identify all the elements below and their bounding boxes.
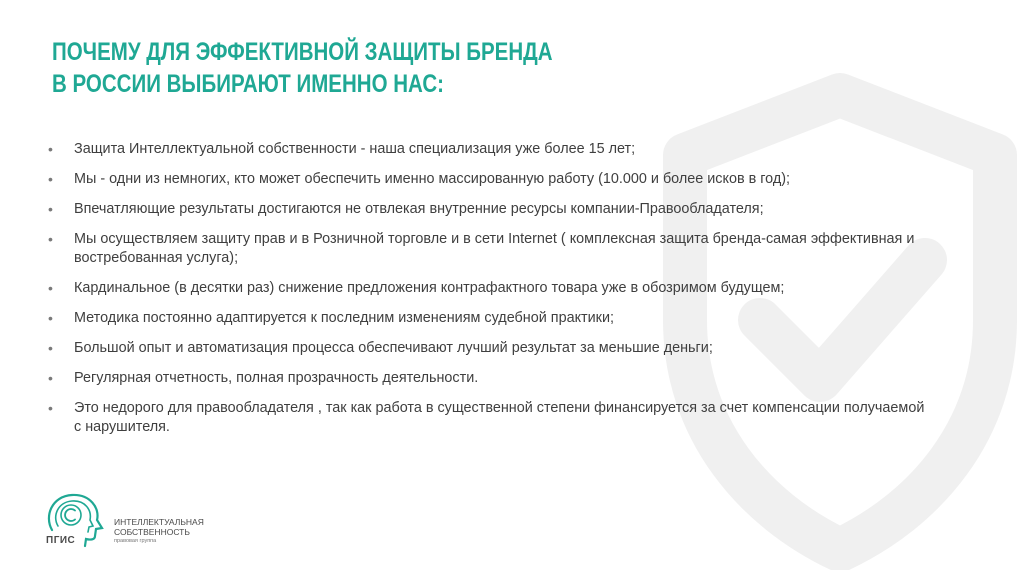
- list-item-text: Большой опыт и автоматизация процесса обеспечивают лучший результат за меньшие деньги;: [74, 340, 713, 357]
- list-item: [48, 200, 928, 219]
- list-item-text: Впечатляющие результаты достигаются не отвлекая внутренние ресурсы компании-Правообладателя;: [74, 201, 764, 218]
- list-item: [48, 279, 928, 298]
- list-item: [48, 170, 928, 189]
- bullet-marker: •: [48, 231, 53, 248]
- bullet-marker: •: [48, 279, 53, 296]
- list-item: [48, 339, 928, 358]
- list-item-text: Мы - одни из немногих, кто может обеспечить именно массированную работу (10.000 и более исков в год);: [74, 171, 791, 188]
- logo-line-2: СОБСТВЕННОСТЬ: [114, 527, 190, 537]
- list-item-text: Мы осуществляем защиту прав и в Розничной торговле и в сети Internet ( комплексная защита бренда-самая эффективная и востребованная услуга);: [74, 231, 915, 266]
- list-item: [48, 140, 928, 159]
- logo-text: [114, 517, 204, 545]
- bullet-marker: •: [48, 201, 53, 218]
- list-item: [48, 369, 928, 388]
- bullet-marker: •: [48, 171, 53, 188]
- bullet-marker: •: [48, 340, 53, 357]
- list-item: [48, 399, 928, 436]
- bullet-marker: •: [48, 309, 53, 326]
- logo-line-1: ИНТЕЛЛЕКТУАЛЬНАЯ: [114, 517, 204, 527]
- title-line-1: ПОЧЕМУ ДЛЯ ЭФФЕКТИВНОЙ ЗАЩИТЫ БРЕНДА: [52, 38, 553, 66]
- logo-line-3: правовая группа: [114, 538, 157, 544]
- title-line-2: В РОССИИ ВЫБИРАЮТ ИМЕННО НАС:: [52, 70, 444, 98]
- list-item-text: Регулярная отчетность, полная прозрачность деятельности.: [74, 370, 479, 387]
- bullet-marker: •: [48, 370, 53, 387]
- list-item-text: Это недорого для правообладателя , так как работа в существенной степени финансируется за счет компенсации получаемой с нарушителя.: [74, 400, 925, 435]
- list-item: [48, 309, 928, 328]
- bullet-marker: •: [48, 400, 53, 417]
- bullet-marker: •: [48, 141, 53, 157]
- page-title: [52, 36, 553, 100]
- list-item-text: Методика постоянно адаптируется к последним изменениям судебной практики;: [74, 309, 614, 326]
- list-item: [48, 230, 928, 267]
- bullet-list: [48, 140, 928, 448]
- list-item-text: Кардинальное (в десятки раз) снижение предложения контрафактного товара уже в обозримом будущем;: [74, 279, 785, 296]
- logo-abbreviation: ПГИС: [46, 535, 76, 546]
- list-item-text: Защита Интеллектуальной собственности - наша специализация уже более 15 лет;: [74, 141, 636, 157]
